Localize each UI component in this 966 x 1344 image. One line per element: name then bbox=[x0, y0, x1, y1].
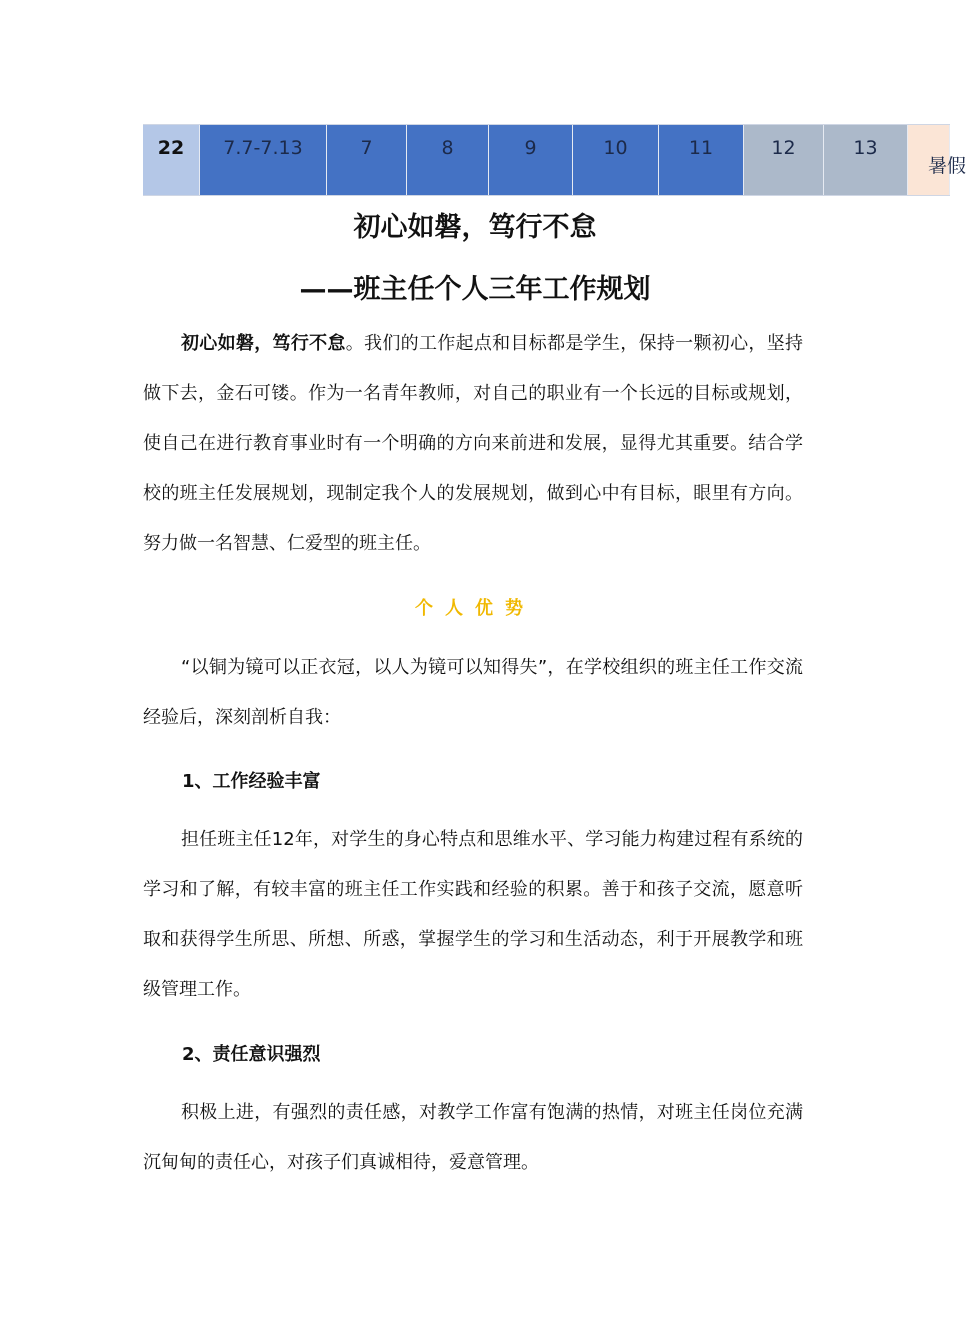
day-cell: 10 bbox=[573, 125, 659, 195]
point-paragraph: 担任班主任12年，对学生的身心特点和思维水平、学习能力构建过程有系统的学习和了解，有较丰富的班主任工作实践和经验的积累。善于和孩子交流，愿意听取和获得学生所思、所想、所惑，掌握学生的学习和生活动态，利于开展教学和班级管理工作。 bbox=[143, 829, 803, 1000]
day-cell: 7 bbox=[327, 125, 407, 195]
section-heading: 个人优势 bbox=[415, 598, 535, 619]
intro-text: 。我们的工作起点和目标都是学生，保持一颗初心，坚持做下去，金石可镂。作为一名青年教师，对自己的职业有一个长远的目标或规划，使自己在进行教育事业时有一个明确的方向来前进和发展，显得尤其重要。结合学校的班主任发展规划，现制定我个人的发展规划，做到心中有目标，眼里有方向。努力做一名智慧、仁爱型的班主任。 bbox=[143, 333, 804, 554]
weekend-day-cell: 13 bbox=[824, 125, 908, 195]
section-intro-paragraph: “以铜为镜可以正衣冠，以人为镜可以知得失”，在学校组织的班主任工作交流经验后，深刻剖析自我： bbox=[143, 657, 803, 728]
point-heading: 2、责任意识强烈 bbox=[182, 1044, 321, 1065]
document-title: 初心如磐，笃行不怠 bbox=[353, 212, 597, 243]
date-range-cell: 7.7-7.13 bbox=[200, 125, 327, 195]
weekend-day-cell: 12 bbox=[744, 125, 824, 195]
intro-paragraph bbox=[143, 319, 803, 569]
document-subtitle: ——班主任个人三年工作规划 bbox=[299, 274, 651, 305]
day-cell: 11 bbox=[659, 125, 744, 195]
week-number-cell: 22 bbox=[143, 125, 200, 195]
point-paragraph: 积极上进，有强烈的责任感，对教学工作富有饱满的热情，对班主任岗位充满沉甸甸的责任心，对孩子们真诚相待，爱意管理。 bbox=[143, 1102, 803, 1173]
day-cell: 8 bbox=[407, 125, 489, 195]
point-heading: 1、工作经验丰富 bbox=[182, 771, 321, 792]
day-cell: 9 bbox=[489, 125, 573, 195]
holiday-note-cell: 暑假 bbox=[908, 125, 950, 195]
intro-lead: 初心如磐，笃行不怠 bbox=[181, 333, 346, 354]
calendar-table-row bbox=[143, 124, 966, 196]
